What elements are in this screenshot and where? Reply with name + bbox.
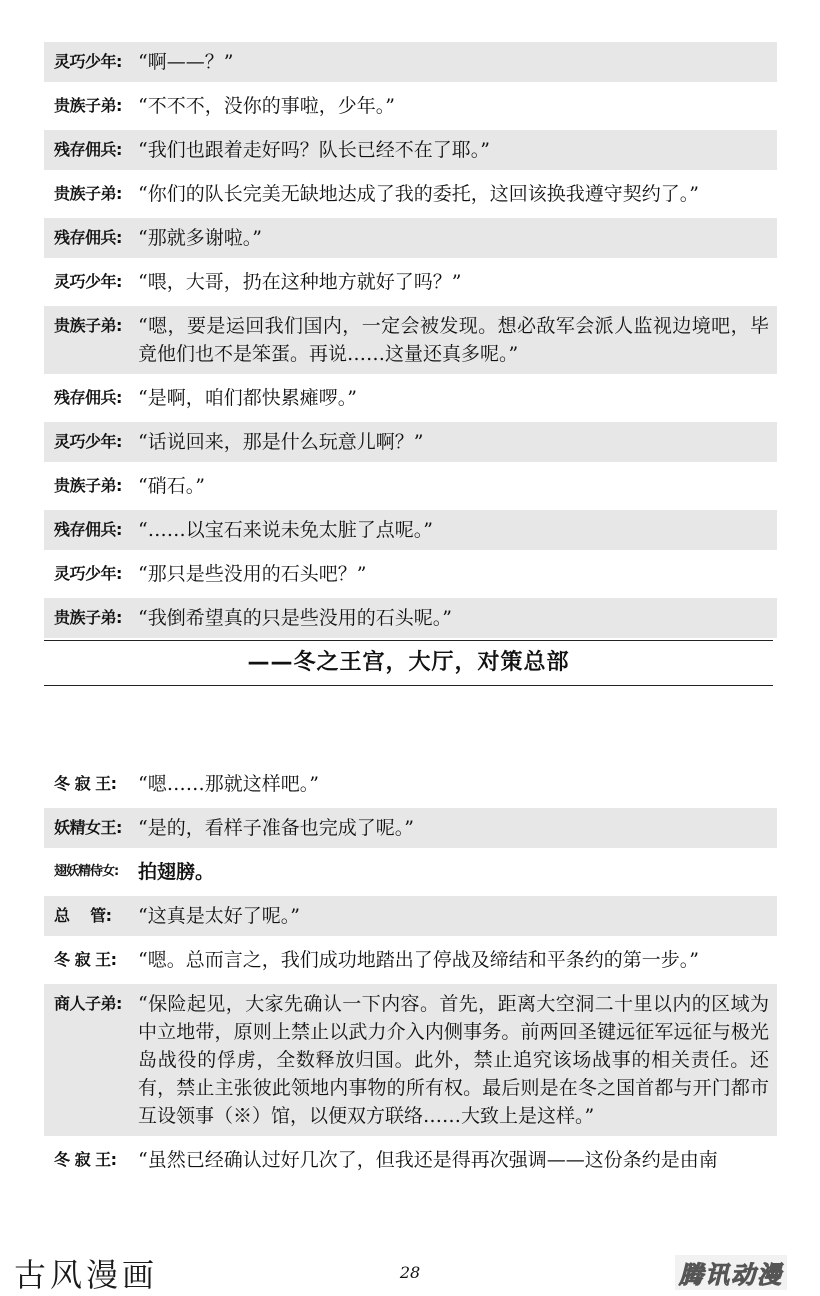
page-number: 28 xyxy=(399,1263,421,1282)
dialogue-text: “硝石。” xyxy=(138,475,205,497)
speaker-name: 冬 寂 王: xyxy=(54,774,117,793)
dialogue-line xyxy=(44,86,777,126)
speaker-name: 灵巧少年: xyxy=(54,272,122,291)
dialogue-line xyxy=(44,554,777,594)
dialogue-line xyxy=(44,1140,777,1180)
speaker-name: 残存佣兵: xyxy=(54,388,122,407)
speaker-name: 残存佣兵: xyxy=(54,520,122,539)
dialogue-text: “这真是太好了呢。” xyxy=(138,905,300,927)
dialogue-line xyxy=(44,510,777,550)
dialogue-text: “啊——？” xyxy=(138,51,234,73)
speaker-name: 贵族子弟: xyxy=(54,608,122,627)
speaker-name: 残存佣兵: xyxy=(54,140,122,159)
dialogue-text: “话说回来，那是什么玩意儿啊？” xyxy=(138,431,424,453)
dialogue-line xyxy=(44,764,777,804)
dialogue-line xyxy=(44,984,777,1136)
dialogue-text: “喂，大哥，扔在这种地方就好了吗？” xyxy=(138,271,462,293)
speaker-name: 贵族子弟: xyxy=(54,96,122,115)
dialogue-line xyxy=(44,940,777,980)
dialogue-text: “那只是些没用的石头吧？” xyxy=(138,563,367,585)
speaker-name: 灵巧少年: xyxy=(54,432,122,451)
speaker-name: 妖精女王: xyxy=(54,818,122,837)
speaker-name: 贵族子弟: xyxy=(54,316,122,335)
dialogue-text: “不不不，没你的事啦，少年。” xyxy=(138,95,395,117)
speaker-name: 贵族子弟: xyxy=(54,476,122,495)
dialogue-text: “是的，看样子准备也完成了呢。” xyxy=(138,817,414,839)
speaker-name: 残存佣兵: xyxy=(54,228,122,247)
scene-heading-block xyxy=(44,640,773,686)
dialogue-text: “你们的队长完美无缺地达成了我的委托，这回该换我遵守契约了。” xyxy=(138,183,699,205)
dialogue-line xyxy=(44,466,777,506)
dialogue-line xyxy=(44,852,777,892)
speaker-name: 总 管: xyxy=(54,906,112,925)
dialogue-text: “虽然已经确认过好几次了，但我还是得再次强调——这份条约是由南 xyxy=(138,1149,718,1171)
dialogue-line xyxy=(44,218,777,258)
speaker-name: 灵巧少年: xyxy=(54,564,122,583)
dialogue-line xyxy=(44,306,777,374)
dialogue-text: “嗯……那就这样吧。” xyxy=(138,773,319,795)
dialogue-line xyxy=(44,808,777,848)
dialogue-text: “我们也跟着走好吗？队长已经不在了耶。” xyxy=(138,139,490,161)
dialogue-line xyxy=(44,130,777,170)
dialogue-section-2 xyxy=(44,764,777,1180)
dialogue-line xyxy=(44,42,777,82)
dialogue-text: “嗯，要是运回我们国内，一定会被发现。想必敌军会派人监视边境吧，毕竟他们也不是笨蛋。再说……这量还真多呢。” xyxy=(138,315,769,365)
heading-rule-bottom xyxy=(44,685,773,686)
dialogue-text: “我倒希望真的只是些没用的石头呢。” xyxy=(138,607,452,629)
speaker-name: 灵巧少年: xyxy=(54,52,122,71)
dialogue-text: “……以宝石来说未免太脏了点呢。” xyxy=(138,519,433,541)
dialogue-line xyxy=(44,422,777,462)
watermark-text: 古风漫画 xyxy=(14,1256,159,1294)
speaker-name: 冬 寂 王: xyxy=(54,1150,117,1169)
speaker-name: 冬 寂 王: xyxy=(54,950,117,969)
dialogue-line xyxy=(44,896,777,936)
dialogue-text: “是啊，咱们都快累瘫啰。” xyxy=(138,387,357,409)
site-logo: 腾讯动漫 xyxy=(675,1255,787,1290)
dialogue-line xyxy=(44,262,777,302)
scene-heading: ——冬之王宫，大厅，对策总部 xyxy=(247,650,570,675)
dialogue-text: 拍翅膀。 xyxy=(138,861,215,883)
speaker-name: 翅妖精侍女: xyxy=(54,864,119,879)
dialogue-text: “那就多谢啦。” xyxy=(138,227,262,249)
speaker-name: 商人子弟: xyxy=(54,994,122,1013)
dialogue-line xyxy=(44,598,777,638)
dialogue-text: “嗯。总而言之，我们成功地踏出了停战及缔结和平条约的第一步。” xyxy=(138,949,699,971)
dialogue-line xyxy=(44,174,777,214)
dialogue-text: “保险起见，大家先确认一下内容。首先，距离大空洞二十里以内的区域为中立地带，原则上禁止以武力介入内侧事务。前两回圣键远征军远征与极光岛战役的俘虏，全数释放归国。此外，禁止追究该场战事的相关责任。还有，禁止主张彼此领地内事物的所有权。最后则是在冬之国首都与开门都市互设领事（※）馆，以便双方联络……大致上是这样。” xyxy=(138,993,769,1127)
dialogue-line xyxy=(44,378,777,418)
dialogue-section-1 xyxy=(44,42,777,638)
speaker-name: 贵族子弟: xyxy=(54,184,122,203)
